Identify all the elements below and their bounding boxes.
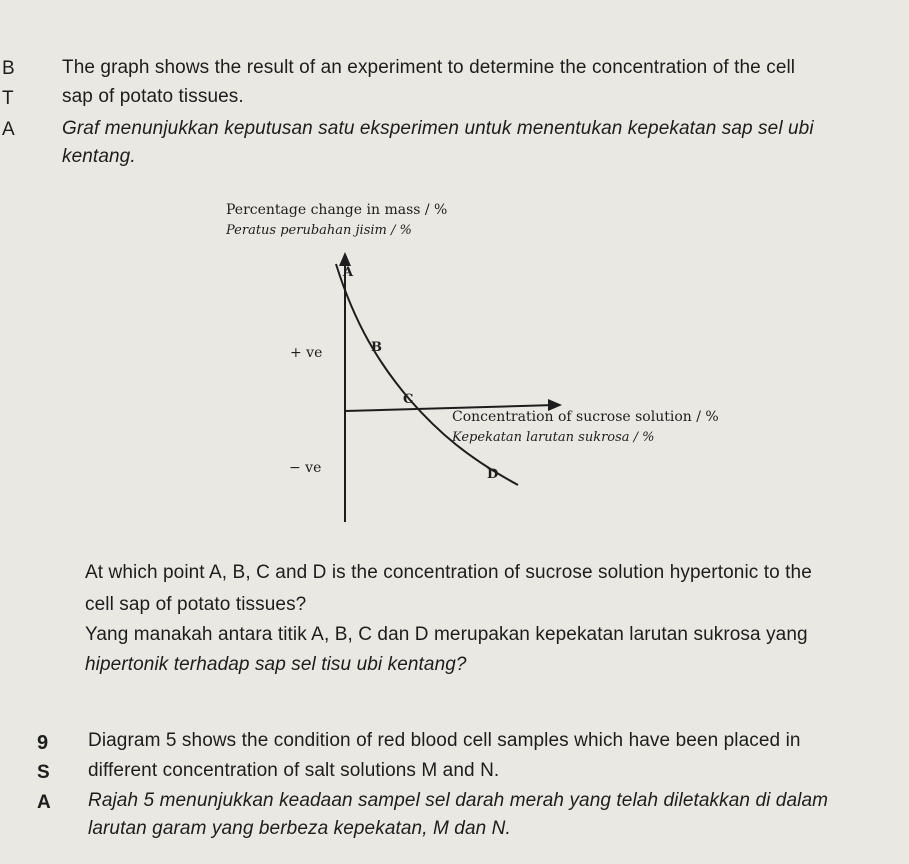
x-axis-label-en: Concentration of sucrose solution / % xyxy=(452,409,719,425)
q9-text-ms-line2: larutan garam yang berbeza kepekatan, M dan N. xyxy=(88,818,511,839)
q8-text-ms-line2: kentang. xyxy=(62,146,136,167)
margin-letter-t: T xyxy=(2,88,14,109)
q9-text-en-line1: Diagram 5 shows the condition of red blood cell samples which have been placed in xyxy=(88,730,801,751)
point-label-a: A xyxy=(343,265,354,280)
q8-question-ms-line1: Yang manakah antara titik A, B, C dan D merupakan kepekatan larutan sukrosa yang xyxy=(85,624,808,645)
q8-text-ms-line1: Graf menunjukkan keputusan satu eksperimen untuk menentukan kepekatan sap sel ubi xyxy=(62,118,814,139)
q8-question-en-line2: cell sap of potato tissues? xyxy=(85,594,307,615)
margin-letter-a-q9: A xyxy=(37,792,51,813)
margin-letter-s: S xyxy=(37,762,50,783)
q8-question-en-line1: At which point A, B, C and D is the concentration of sucrose solution hypertonic to the xyxy=(85,562,812,583)
mass-change-curve xyxy=(336,264,518,485)
positive-label: + ve xyxy=(290,345,323,361)
q8-text-en-line1: The graph shows the result of an experiment to determine the concentration of the cell xyxy=(62,57,796,78)
negative-label: − ve xyxy=(289,460,322,476)
y-axis-label-ms: Peratus perubahan jisim / % xyxy=(226,223,412,238)
q9-text-ms-line1: Rajah 5 menunjukkan keadaan sampel sel darah merah yang telah diletakkan di dalam xyxy=(88,790,829,811)
q8-question-ms-line2: hipertonik terhadap sap sel tisu ubi kentang? xyxy=(85,654,467,675)
point-label-d: D xyxy=(487,467,499,482)
x-axis-label-ms: Kepekatan larutan sukrosa / % xyxy=(452,430,655,445)
point-label-b: B xyxy=(371,340,382,355)
q9-text-en-line2: different concentration of salt solutions M and N. xyxy=(88,760,500,781)
point-label-c: C xyxy=(403,392,414,407)
y-axis-arrow xyxy=(339,252,351,266)
y-axis-label-en: Percentage change in mass / % xyxy=(226,202,448,218)
q8-text-en-line2: sap of potato tissues. xyxy=(62,86,244,107)
margin-letter-a: A xyxy=(2,119,15,140)
margin-letter-b: B xyxy=(2,58,15,79)
question-9-number: 9 xyxy=(37,732,49,754)
